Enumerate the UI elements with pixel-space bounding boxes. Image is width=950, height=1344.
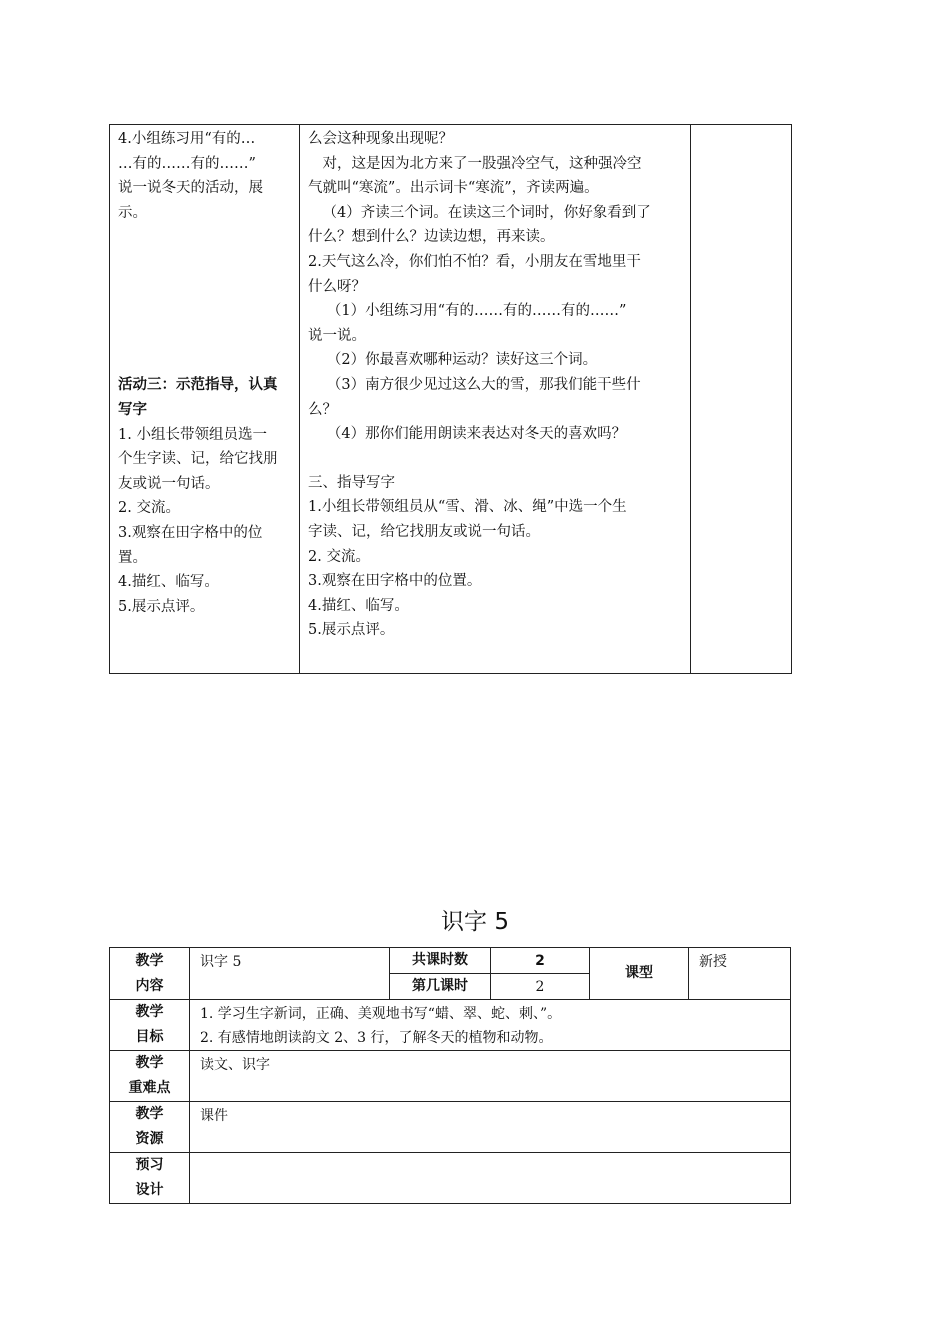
content-value: 识字 5 — [190, 948, 390, 1000]
lesson-title: 识字 5 — [441, 909, 509, 935]
total-hours-label: 共课时数 — [390, 948, 491, 974]
text-line: 3.观察在田字格中的位 — [118, 524, 263, 541]
text-line: （4）那你们能用朗读来表达对冬天的喜欢吗？ — [326, 426, 627, 443]
total-hours-value: 2 — [491, 948, 590, 974]
text-line: 2.天气这么冷，你们怕不怕？看，小朋友在雪地里干 — [308, 253, 641, 270]
text-line: 4.小组练习用“有的… — [118, 131, 256, 147]
text-line: 5.展示点评。 — [118, 598, 205, 615]
preview-value — [190, 1153, 791, 1204]
text-line: 5.展示点评。 — [308, 622, 395, 639]
text-line: 说一说。 — [308, 327, 366, 344]
text-line: 么？ — [308, 401, 337, 418]
lesson-process-table — [109, 124, 792, 674]
text-line: 3.观察在田字格中的位置。 — [308, 573, 482, 590]
text-line: 示。 — [118, 204, 147, 221]
text-line: （2）你最喜欢哪种运动？读好这三个词。 — [326, 352, 598, 369]
text-line: 么会这种现象出现呢？ — [308, 131, 453, 147]
goals-value — [190, 1000, 791, 1051]
text-line: 2. 交流。 — [118, 500, 180, 517]
notes-cell — [691, 125, 792, 674]
text-line: （1）小组练习用“有的……有的……有的……” — [326, 303, 627, 320]
text-line: 4.描红、临写。 — [118, 574, 219, 591]
activity3-title: 活动三：示范指导，认真 — [118, 377, 278, 394]
content-label: 教学 内容 — [110, 948, 190, 1000]
resources-value: 课件 — [190, 1102, 791, 1153]
student-activity-cell — [110, 125, 300, 674]
lesson-number-value: 2 — [491, 974, 590, 1000]
text-line: 什么呀？ — [308, 278, 366, 295]
text-line: （3）南方很少见过这么大的雪，那我们能干些什 — [326, 376, 641, 393]
text-line: 说一说冬天的活动，展 — [118, 180, 263, 197]
activity3-title: 写字 — [118, 401, 147, 418]
section-heading: 三、指导写字 — [308, 474, 395, 491]
text-line: 什么？想到什么？边读边想，再来读。 — [308, 229, 555, 246]
lesson-info-table — [109, 947, 791, 1204]
text-line: 气就叫“寒流”。出示词卡“寒流”，齐读两遍。 — [308, 180, 599, 197]
text-line: 2. 交流。 — [308, 548, 370, 565]
text-line: 友或说一句话。 — [118, 475, 220, 492]
lesson-type-label: 课型 — [590, 948, 689, 1000]
text-line: （4）齐读三个词。在读这三个词时，你好象看到了 — [322, 204, 651, 221]
goal-item: 2. 有感情地朗读韵文 2、3 行，了解冬天的植物和动物。 — [200, 1030, 553, 1046]
text-line: …有的……有的……” — [118, 155, 256, 172]
text-line: 对，这是因为北方来了一股强冷空气，这种强冷空 — [322, 155, 642, 172]
lesson-number-label: 第几课时 — [390, 974, 491, 1000]
goals-label: 教学 目标 — [110, 1000, 190, 1051]
key-points-label: 教学 重难点 — [110, 1051, 190, 1102]
text-line: 置。 — [118, 549, 147, 566]
text-line: 字读、记，给它找朋友或说一句话。 — [308, 523, 540, 540]
goal-item: 1. 学习生字新词，正确、美观地书写“蜡、翠、蛇、刺、”。 — [200, 1006, 562, 1022]
lesson-type-value: 新授 — [689, 948, 791, 1000]
text-line: 1.小组长带领组员从“雪、滑、冰、绳”中选一个生 — [308, 499, 627, 516]
resources-label: 教学 资源 — [110, 1102, 190, 1153]
key-points-value: 读文、识字 — [190, 1051, 791, 1102]
preview-label: 预习 设计 — [110, 1153, 190, 1204]
text-line: 4.描红、临写。 — [308, 597, 409, 614]
text-line: 1. 小组长带领组员选一 — [118, 426, 267, 443]
teacher-activity-cell — [300, 125, 691, 674]
text-line: 个生字读、记，给它找朋 — [118, 451, 278, 468]
